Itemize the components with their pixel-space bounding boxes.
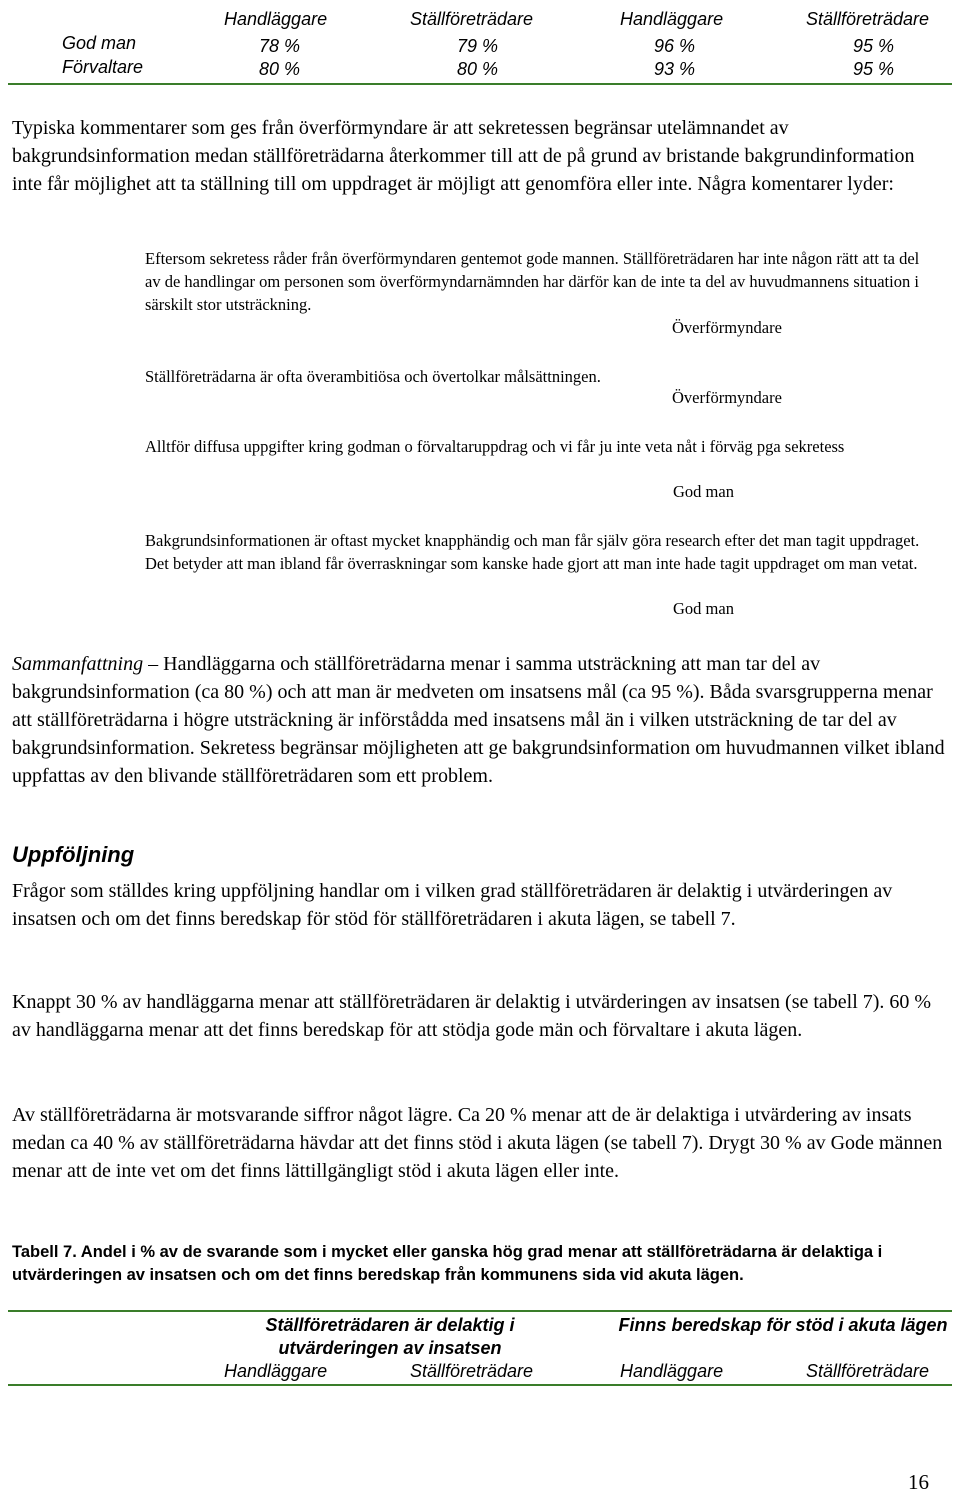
quote-4: Bakgrundsinformationen är oftast mycket knapphändig och man får själv göra research efter det man tagit uppdraget. Det betyder att man ibland får överraskningar som kanske hade gjort att man inte hade tagit uppdraget om man vetat. — [145, 531, 920, 573]
col-header-3: Handläggare — [620, 9, 724, 29]
table-cell: 95 % — [853, 36, 895, 56]
table-cell: 93 % — [654, 59, 696, 79]
table7-caption — [12, 1241, 947, 1287]
col-header-4: Ställföreträdare — [806, 9, 930, 29]
quote-1-attribution: Överförmyndare — [672, 318, 782, 337]
table7-top-rule — [8, 1310, 952, 1312]
intro-paragraph: Typiska kommentarer som ges från överförmyndare är att sekretessen begränsar utelämnandet av bakgrundsinformation medan ställföreträdarna återkommer till att de på grund av bristande bakgrundinformation inte får möjlighet att ta ställning till om uppdraget är möjligt att genomföra eller inte. Några komentarer lyder: — [12, 117, 915, 195]
table7-group-header-2: Finns beredskap för stöd i akuta lägen — [618, 1315, 948, 1335]
col-header-1: Handläggare — [224, 9, 328, 29]
paragraph-1: Frågor som ställdes kring uppföljning handlar om i vilken grad ställföreträdaren är delaktig i utvärderingen av insatsen och om det finns beredskap för stöd för ställföreträdaren i akuta lägen, se tabell 7. — [12, 880, 893, 930]
table7-caption-label: Tabell 7. — [12, 1243, 77, 1261]
quote-2: Ställföreträdarna är ofta överambitiösa och övertolkar målsättningen. — [145, 367, 601, 386]
table-bottom-rule — [8, 83, 952, 85]
summary-paragraph — [12, 650, 947, 790]
quote-1: Eftersom sekretess råder från överförmyndaren gentemot gode mannen. Ställföreträdaren har inte någon rätt att ta del av de handlingar om personen som överförmyndarnämnden har därför kan de inte ta del av huvudmannens situation i särskilt stor utsträckning. — [145, 249, 920, 314]
table-cell: 95 % — [853, 59, 895, 79]
summary-text: Handläggarna och ställföreträdarna menar i samma utsträckning att man tar del av bakgrundsinformation (ca 80 %) och att man är medveten om insatsens mål (ca 95 %). Båda svarsgrupperna menar att ställföreträdarna i högre utsträckning är införstådda med insatsens mål än i vilken utsträckning de tar del av bakgrundsinformation. Sekretess begränsar möjligheten att ge bakgrundsinformation om huvudmannen vilket ibland uppfattas av den blivande ställföreträdaren som ett problem. — [12, 653, 945, 787]
summary-dash: – — [143, 653, 164, 675]
table7-caption-text: Andel i % av de svarande som i mycket eller ganska hög grad menar att ställföreträdarna är delaktiga i utvärderingen av insatsen och om det finns beredskap från kommunens sida vid akuta lägen. — [12, 1243, 883, 1284]
table-cell: 96 % — [654, 36, 696, 56]
quote-3-attribution: God man — [673, 482, 734, 501]
paragraph-3: Av ställföreträdarna är motsvarande siffror något lägre. Ca 20 % menar att de är delaktiga i utvärdering av insats medan ca 40 % av ställföreträdarna hävdar att det finns stöd i akuta lägen (se tabell 7). Drygt 30 % av Gode männen menar att de inte vet om det finns lättillgängligt stöd i akuta lägen eller inte. — [12, 1104, 943, 1182]
table7-col-header-4: Ställföreträdare — [806, 1361, 930, 1381]
page-number: 16 — [908, 1470, 929, 1494]
section-heading: Uppföljning — [12, 842, 135, 867]
table7-col-header-2: Ställföreträdare — [410, 1361, 534, 1381]
paragraph-2: Knappt 30 % av handläggarna menar att ställföreträdaren är delaktig i utvärderingen av insatsen (se tabell 7). 60 % av handläggarna menar att det finns beredskap för att stödja gode män och förvaltare i akuta lägen. — [12, 991, 932, 1041]
table-cell: 80 % — [457, 59, 499, 79]
quote-4-attribution: God man — [673, 599, 734, 618]
summary-lead: Sammanfattning — [12, 653, 144, 675]
row-label-god-man: God man — [62, 33, 137, 53]
col-header-2: Ställföreträdare — [410, 9, 534, 29]
row-label-forvaltare: Förvaltare — [62, 57, 144, 77]
table7-col-header-3: Handläggare — [620, 1361, 724, 1381]
table-cell: 78 % — [259, 36, 301, 56]
quote-2-attribution: Överförmyndare — [672, 388, 782, 407]
table7-group-header-1: Ställföreträdaren är delaktig i utvärderingen av insatsen — [265, 1315, 515, 1358]
table7-header-rule — [8, 1384, 952, 1386]
table7-col-header-1: Handläggare — [224, 1361, 328, 1381]
table-cell: 80 % — [259, 59, 301, 79]
quote-3: Alltför diffusa uppgifter kring godman o förvaltaruppdrag och vi får ju inte veta nåt i förväg pga sekretess — [145, 437, 845, 456]
table-cell: 79 % — [457, 36, 499, 56]
